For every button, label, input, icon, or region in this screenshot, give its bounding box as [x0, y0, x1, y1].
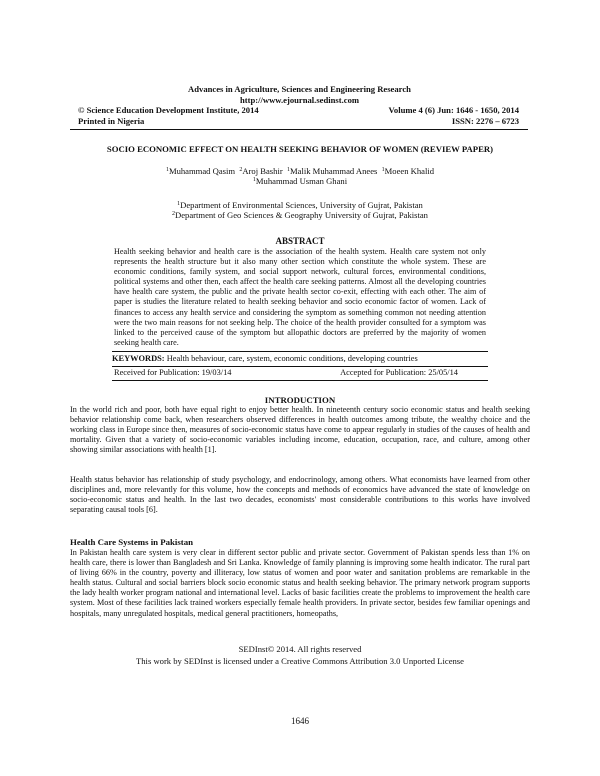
- abstract-heading: ABSTRACT: [275, 236, 325, 246]
- affiliation-2-sup: 2: [172, 211, 175, 218]
- keywords-text: Health behaviour, care, system, economic conditions, developing countries: [166, 354, 418, 363]
- copyright-line: © Science Education Development Institute, 2014: [78, 105, 259, 116]
- paper-title: SOCIO ECONOMIC EFFECT ON HEALTH SEEKING BEHAVIOR OF WOMEN (REVIEW PAPER): [106, 144, 494, 154]
- volume-line: Volume 4 (6) Jun: 1646 - 1650, 2014: [388, 105, 519, 116]
- author-2: Aroj Bashir: [242, 166, 283, 176]
- journal-header: [72, 84, 527, 126]
- journal-url[interactable]: http://www.ejournal.sedinst.com: [239, 94, 360, 105]
- publication-dates: [112, 368, 488, 377]
- keywords-label: KEYWORDS:: [112, 354, 165, 363]
- journal-name: Advances in Agriculture, Sciences and Engineering Research: [188, 84, 411, 94]
- accepted-date: Accepted for Publication: 25/05/14: [340, 368, 458, 377]
- dates-bottom-rule: [112, 380, 488, 381]
- affiliation-1-sup: 1: [177, 201, 181, 207]
- license-line: This work by SEDInst is licensed under a Creative Commons Attribution 3.0 Unported License: [136, 656, 464, 666]
- page-footer: [80, 643, 520, 667]
- health-care-heading: Health Care Systems in Pakistan: [70, 537, 193, 547]
- keywords-top-rule: [112, 351, 488, 352]
- intro-paragraph-1: In the world rich and poor, both have equal right to enjoy better health. In nineteenth century socio economic status and health seeking behavior relationship come back, when researchers observed differences in health outcomes among tribute, the wealthy choice and the working class in Europe since then, measures of socio-economic status have come to appear regularly in studies of the causes of health and mortality. Given that a variety of socio-economic variables including income, education, occupation, race, and culture, among other showing similar associations with health [1].: [70, 405, 530, 455]
- affiliation-list: [80, 200, 520, 221]
- intro-heading: INTRODUCTION: [264, 395, 336, 405]
- author-4: Moeen Khalid: [384, 166, 435, 176]
- abstract-text: Health seeking behavior and health care is the association of the health system. Health care system not only represents the health structure but it also many other section which constitute the whole system. These are economic conditions, family system, and social support network, cultural forces, environmental conditions, political systems and other then, each affect the health care seeking patterns. Almost all the developing countries have health care system, the public and the private health sector co-exit, effecting with each other. The aim of paper is studies the literature related to health seeking behavior and socio economic factor of women. Lack of finances to access any health service and considering the symptom as something common not needing attention were the two main reasons for not seeking help. The choice of the health provider consulted for a symptom was linked to the perceived cause of the symptom but allopathic doctors are preferred by the majority of women seeking health care.: [114, 247, 486, 347]
- affiliation-2: Department of Geo Sciences & Geography University of Gujrat, Pakistan: [175, 210, 428, 221]
- author-3: Malik Muhammad Anees: [290, 166, 378, 176]
- author-5: Muhammad Usman Ghani: [255, 176, 348, 187]
- affiliation-1: Department of Environmental Sciences, University of Gujrat, Pakistan: [180, 200, 423, 210]
- received-date: Received for Publication: 19/03/14: [114, 368, 232, 377]
- rights-line: SEDInst© 2014. All rights reserved: [238, 644, 362, 654]
- page-number: 1646: [291, 716, 309, 726]
- health-care-paragraph: In Pakistan health care system is very clear in different sector public and private sector. Government of Pakistan spends less than 1% on health care, there is lower than Bangladesh and Sri Lanka. Knowledge of family planning is improving some health indicator. The rural part of living 66% in the country, poverty and illiteracy, low status of women and poor water and sanitation problems are remarkable in the health status. Cultural and social barriers block socio economic status and health seeking behavior. The primary network program supports the lady health worker program national and international level. Lacks of basic facilities create the problems to improvement the health care system. Most of these facilities lack trained workers especially female health providers. In private sector, besides few familiar openings and hospitals, many unregulated hospitals, medical general practitioners, homeopaths,: [70, 548, 530, 618]
- author-list: [80, 166, 520, 187]
- author-3-sup: 1: [287, 167, 290, 173]
- author-1: Muhammad Qasim: [168, 166, 236, 176]
- author-5-sup: 1: [252, 177, 256, 184]
- issn-line: ISSN: 2276 – 6723: [451, 115, 519, 126]
- keywords-bottom-rule: [112, 366, 488, 367]
- keywords-line: [112, 354, 488, 363]
- header-rule: [70, 129, 528, 130]
- intro-paragraph-2: Health status behavior has relationship of study psychology, and endocrinology, among others. What economists have learned from other disciplines and, more relevantly for this volume, how the concepts and methods of economics have advanced the state of knowledge on socio-economic status and health. In the last two decades, economists' most considerable contributions to this works have involved separating causal tools [6].: [70, 475, 530, 515]
- printed-line: Printed in Nigeria: [78, 115, 145, 126]
- author-4-sup: 1: [381, 167, 385, 173]
- author-2-sup: 2: [239, 167, 243, 173]
- author-1-sup: 1: [165, 167, 169, 173]
